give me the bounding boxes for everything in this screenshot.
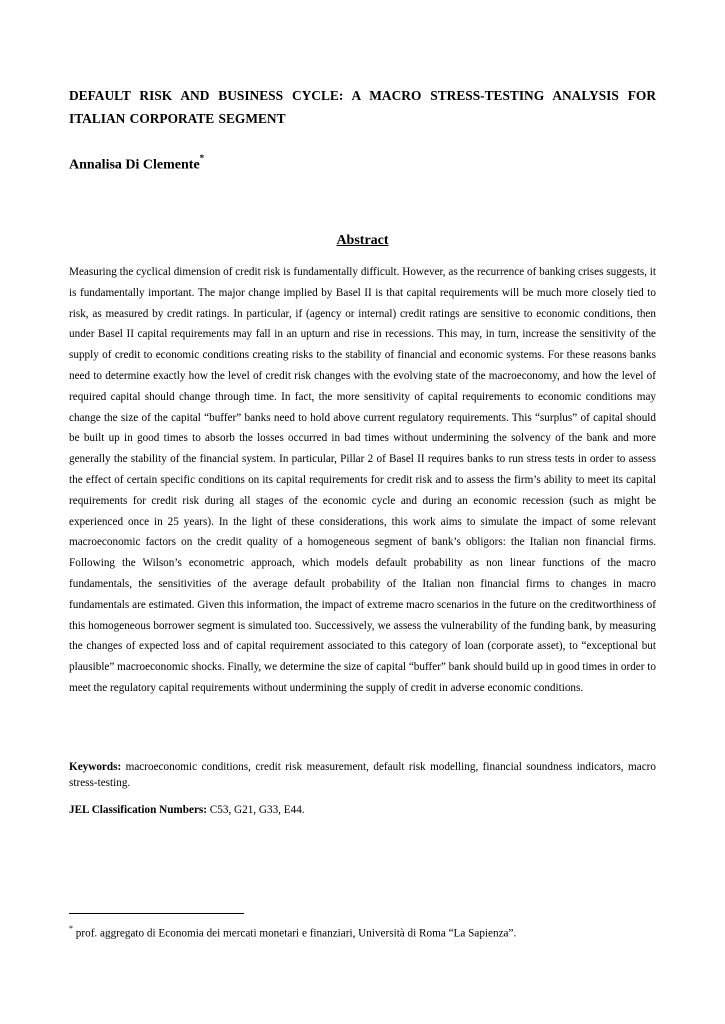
- keywords-label: Keywords:: [69, 761, 122, 773]
- author-footnote-marker: *: [199, 153, 205, 163]
- footnote-marker: *: [69, 924, 73, 933]
- author-line: [69, 150, 204, 176]
- keywords-text: macroeconomic conditions, credit risk measurement, default risk modelling, financial soundness indicators, macro stress-testing.: [69, 761, 656, 789]
- keywords-paragraph: [69, 760, 656, 791]
- paper-title: DEFAULT RISK AND BUSINESS CYCLE: A MACRO STRESS-TESTING ANALYSIS FOR ITALIAN CORPORATE SEGMENT: [69, 88, 656, 126]
- abstract-heading: Abstract: [336, 233, 389, 248]
- footnote-divider: [69, 913, 244, 914]
- author-name: Annalisa Di Clemente: [69, 157, 200, 173]
- jel-paragraph: [69, 803, 656, 819]
- footnote: [69, 922, 656, 942]
- paper-page: [69, 0, 656, 1024]
- abstract-body: Measuring the cyclical dimension of credit risk is fundamentally difficult. However, as the recurrence of banking crises suggests, it is fundamentally important. The major change implied by Basel II is that capital requirements will be much more closely tied to risk, as measured by credit ratings. In particular, if (agency or internal) credit ratings are sensitive to economic conditions, then under Basel II capital requirements may fall in an upturn and rise in recessions. This may, in turn, increase the sensitivity of the supply of credit to economic conditions creating risks to the stability of financial and economic systems. For these reasons banks need to determine exactly how the level of credit risk changes with the evolving state of the macroeconomy, and how the level of required capital should change through time. In fact, the more sensitivity of capital requirements to economic conditions may change the size of the capital “buffer” banks need to hold above current regulatory requirements. This “surplus” of capital should be built up in good times to absorb the losses occurred in bad times without undermining the solvency of the bank and more generally the stability of the financial system. In particular, Pillar 2 of Basel II requires banks to run stress tests in order to assess the effect of certain specific conditions on its capital requirements for credit risk and to assess the firm’s ability to meet its capital requirements for credit risk during all stages of the economic cycle and during an economic recession (such as might be experienced once in 25 years). In the light of these considerations, this work aims to simulate the impact of some relevant macroeconomic factors on the credit quality of a homogeneous segment of bank’s obligors: the Italian non financial firms. Following the Wilson’s econometric approach, which models default probability as non linear functions of the macro fundamentals, the sensitivities of the average default probability of the Italian non financial firms to changes in macro fundamentals are estimated. Given this information, the impact of extreme macro scenarios in the future on the creditworthiness of this homogeneous borrower segment is simulated too. Successively, we assess the vulnerability of the funding bank, by measuring the changes of expected loss and of capital requirement associated to this category of loan (corporate asset), to “exceptional but plausible” macroeconomic shocks. Finally, we determine the size of capital “buffer” bank should build up in good times in order to meet the regulatory capital requirements without undermining the supply of credit in adverse economic conditions.: [69, 266, 656, 694]
- jel-label: JEL Classification Numbers:: [69, 804, 207, 816]
- jel-codes: C53, G21, G33, E44.: [209, 804, 305, 816]
- footnote-text: prof. aggregato di Economia dei mercati monetari e finanziari, Università di Roma “La Sapienza”.: [75, 927, 517, 940]
